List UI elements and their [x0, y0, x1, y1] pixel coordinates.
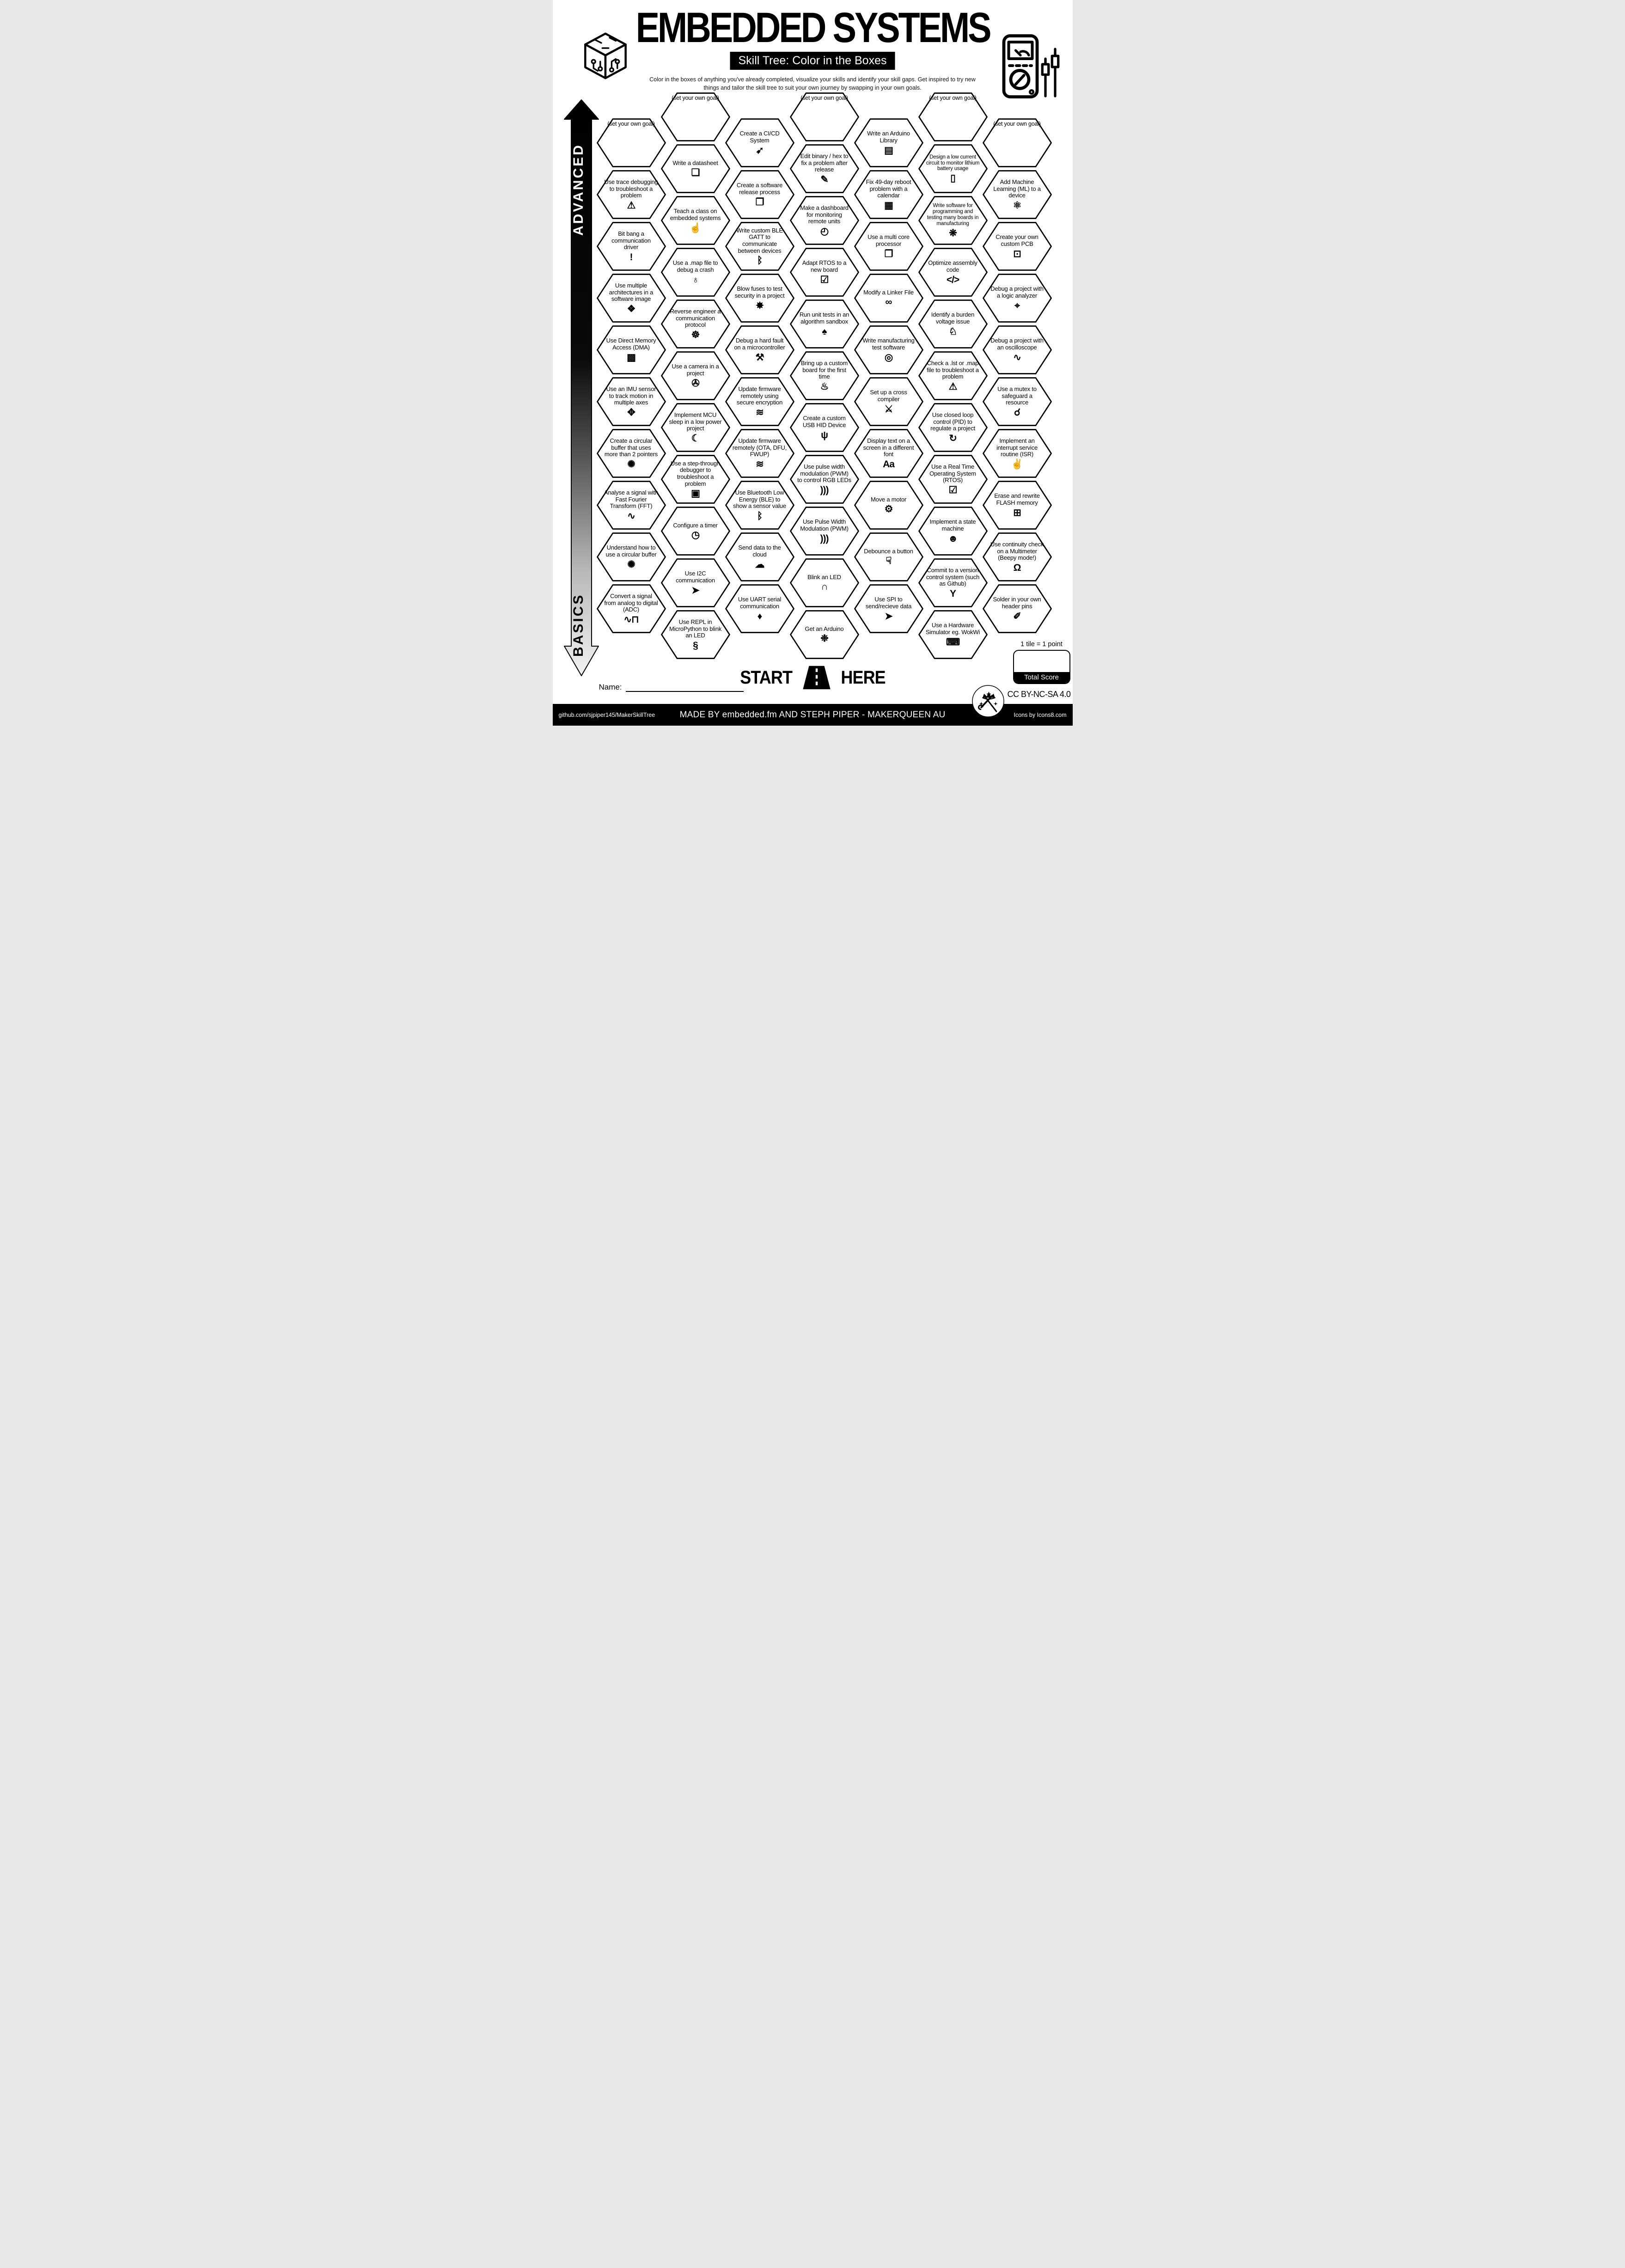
hex-label: Blink an LED: [807, 573, 841, 581]
hex-label: Check a .lst or .map file to troubleshoot a problem: [927, 360, 979, 380]
pencil-icon: ✎: [820, 174, 828, 185]
hex-label: Run unit tests in an algorithm sandbox: [799, 311, 849, 325]
hex-get-an-arduino[interactable]: [790, 610, 859, 659]
finger-press-icon: ☟: [886, 556, 892, 567]
makerqueen-badge: [971, 683, 1005, 719]
hex-create-a-circular-buffer-that-uses-more-than-2-p[interactable]: [597, 429, 666, 478]
hex-label: Teach a class on embedded systems: [670, 208, 721, 221]
water-drop-icon: ♦: [757, 611, 762, 622]
hex-use-continuity-check-on-a-multimeter-beepy-mode[interactable]: [983, 532, 1052, 581]
adc-wave-icon: ∿⊓: [623, 614, 639, 625]
hex-label: Fix 49-day reboot problem with a calendar: [866, 178, 911, 199]
cloud-icon: ☁: [755, 559, 764, 570]
i2c-arrow-icon: ➤: [691, 585, 699, 596]
monitor-alert-icon: ⚠: [948, 381, 957, 392]
hex-label: (set your own goal): [993, 121, 1041, 127]
hex-label: Use a Real Time Operating System (RTOS): [929, 463, 976, 484]
oscilloscope-icon: ∿: [1013, 352, 1021, 363]
road-icon: [801, 665, 832, 691]
pwm-wave-icon: ))): [820, 533, 829, 544]
hex-write-software-for-programming-and-testing-many-[interactable]: [918, 196, 988, 245]
footer-icons-credit[interactable]: Icons by Icons8.com: [1014, 711, 1067, 718]
octopus-icon: ❋: [949, 227, 957, 238]
subtitle-banner: Skill Tree: Color in the Boxes: [730, 52, 895, 70]
hex-label: Use a mutex to safeguard a resource: [997, 385, 1037, 406]
hex-label: Bring up a custom board for the first time: [800, 360, 848, 380]
hex-label: (set your own goal): [607, 121, 655, 127]
battery-icon: ▯: [950, 173, 955, 184]
hex-label: Blow fuses to test security in a project: [734, 285, 785, 299]
sleep-bed-icon: ☾: [691, 433, 700, 444]
multimeter-icon: Ω: [1013, 562, 1021, 573]
hex-debug-a-project-with-a-logic-analyzer[interactable]: [983, 274, 1052, 323]
logic-analyzer-icon: ⌖: [1014, 300, 1020, 311]
hex-label: Set up a cross compiler: [870, 389, 907, 403]
crossed-tools-icon: ⚔: [884, 403, 893, 415]
hex-use-pulse-width-modulation-pwm-to-control-rgb-le[interactable]: [790, 455, 859, 504]
hex-use-multiple-architectures-in-a-software-image[interactable]: [597, 274, 666, 323]
hex-label: Use trace debugging to troubleshoot a problem: [604, 178, 658, 199]
hex-label: (set your own goal): [800, 95, 848, 101]
handshake-icon: ☌: [1014, 407, 1020, 418]
hex-label: Debug a project with a logic analyzer: [990, 285, 1044, 299]
here-label: HERE: [841, 667, 886, 688]
hex-label: Create a CI/CD System: [739, 130, 780, 144]
hex-label: Create your own custom PCB: [996, 233, 1039, 247]
hex-label: Write a datasheet: [672, 159, 718, 166]
hex-debug-a-project-with-an-oscilloscope[interactable]: [983, 325, 1052, 374]
books-icon: ▤: [884, 145, 893, 156]
font-icon: Aa: [883, 458, 894, 470]
hex-configure-a-timer[interactable]: [661, 507, 730, 556]
globe-icon: ♁: [692, 274, 699, 285]
hex-label: Create a software release process: [736, 182, 783, 196]
hex-label: Optimize assembly code: [928, 259, 977, 273]
spi-arrow-icon: ➤: [885, 611, 892, 622]
hex-send-data-to-the-cloud[interactable]: [725, 532, 794, 581]
hex-label: Use Direct Memory Access (DMA): [606, 337, 656, 351]
hex-label: Reverse engineer a communication protocol: [670, 308, 721, 329]
ring-buffer-icon: ✺: [627, 559, 635, 570]
hex-debounce-a-button[interactable]: [854, 532, 923, 581]
hex-commit-to-a-version-control-system-such-as-githu[interactable]: [918, 558, 988, 607]
git-branch-icon: Y: [949, 588, 956, 599]
motor-icon: ⚙: [884, 504, 893, 515]
hex-design-a-low-current-circuit-to-monitor-lithium-[interactable]: [918, 144, 988, 193]
monitor-bug-icon: ▣: [691, 488, 700, 499]
hex-label: Make a dashboard for monitoring remote units: [800, 204, 849, 225]
hex-label: Configure a timer: [673, 521, 718, 529]
hex-label: Use continuity check on a Multimeter (Beepy mode!): [990, 541, 1044, 562]
waveform-magnifier-icon: ∿: [627, 510, 635, 521]
hex-label: Update firmware remotely using secure encryption: [736, 385, 783, 406]
hex-label: Use Bluetooth Low Energy (BLE) to show a sensor value: [733, 489, 786, 510]
hex-label: Use REPL in MicroPython to blink an LED: [669, 618, 722, 639]
poster: [553, 0, 1073, 726]
hex-write-an-arduino-library[interactable]: [854, 118, 923, 167]
hex-label: Update firmware remotely (OTA, DFU, FWUP): [732, 437, 787, 458]
hex-convert-a-signal-from-analog-to-digital-adc[interactable]: [597, 584, 666, 633]
hex-label: Display text on a screen in a different font: [863, 437, 914, 458]
hex-understand-how-to-use-a-circular-buffer[interactable]: [597, 532, 666, 581]
total-score-label: Total Score: [1014, 672, 1069, 683]
presenter-icon: ☝: [689, 222, 702, 233]
hex-label: Create a custom USB HID Device: [802, 415, 846, 428]
hex-set-your-own-goal[interactable]: [983, 118, 1052, 167]
hex-check-a-lst-or-map-file-to-troubleshoot-a-proble[interactable]: [918, 351, 988, 400]
code-icon: </>: [946, 274, 959, 285]
page-title: EMBEDDED SYSTEMS: [635, 4, 990, 51]
usb-icon: ψ: [821, 429, 828, 440]
hex-label: Adapt RTOS to a new board: [802, 259, 847, 273]
hex-implement-an-interrupt-service-routine-isr[interactable]: [983, 429, 1052, 478]
hex-label: Send data to the cloud: [738, 544, 781, 558]
wrench-screwdriver-icon: ⚒: [755, 352, 764, 363]
name-input-line[interactable]: [626, 683, 744, 692]
hex-label: Use a camera in a project: [672, 363, 719, 377]
hex-use-a-real-time-operating-system-rtos[interactable]: [918, 455, 988, 504]
hex-label: Get an Arduino: [805, 625, 844, 632]
hex-label: Move a motor: [870, 495, 907, 503]
hex-write-a-datasheet[interactable]: [661, 144, 730, 193]
hex-label: Use pulse width modulation (PWM) to control RGB LEDs: [797, 463, 851, 484]
hex-label: Use a Hardware Simulator eg. WokWi: [925, 622, 980, 636]
hex-label: Use a multi core processor: [867, 233, 910, 247]
hex-label: Commit to a version control system (such as Github): [926, 567, 980, 587]
birthday-cake-icon: ♨: [820, 381, 829, 392]
hex-use-a-multi-core-processor[interactable]: [854, 222, 923, 271]
hex-label: Identify a burden voltage issue: [931, 311, 975, 325]
name-label: Name:: [599, 683, 622, 691]
tile-point-note: 1 tile = 1 point: [1020, 641, 1063, 648]
hex-add-machine-learning-ml-to-a-device[interactable]: [983, 170, 1052, 219]
hex-use-uart-serial-communication[interactable]: [725, 584, 794, 633]
hex-label: Use Pulse Width Modulation (PWM): [800, 518, 849, 532]
hex-use-trace-debugging-to-troubleshoot-a-problem[interactable]: [597, 170, 666, 219]
hex-create-a-software-release-process[interactable]: [725, 170, 794, 219]
hex-label: Design a low current circuit to monitor lithium battery usage: [926, 154, 980, 172]
gauge-icon: ◴: [820, 226, 829, 237]
license-text: CC BY-NC-SA 4.0: [1007, 690, 1071, 699]
hex-label: Edit binary / hex to fix a problem after release: [800, 153, 849, 173]
ring-buffer-icon: ✺: [627, 458, 635, 470]
hex-label: Implement a state machine: [929, 518, 976, 532]
basics-label: BASICS: [570, 593, 586, 657]
hex-create-your-own-custom-pcb[interactable]: [983, 222, 1052, 271]
hex-use-a-camera-in-a-project[interactable]: [661, 351, 730, 400]
hex-label: Use SPI to send/recieve data: [865, 596, 912, 610]
release-box-icon: ❒: [755, 196, 764, 208]
hex-update-firmware-remotely-using-secure-encryption[interactable]: [725, 377, 794, 426]
pwm-wave-icon: ))): [820, 484, 829, 495]
hex-label: Add Machine Learning (ML) to a device: [993, 178, 1041, 199]
hex-set-your-own-goal[interactable]: [661, 92, 730, 141]
hex-implement-mcu-sleep-in-a-low-power-project[interactable]: [661, 403, 730, 452]
hex-make-a-dashboard-for-monitoring-remote-units[interactable]: [790, 196, 859, 245]
hex-label: Use multiple architectures in a software image: [609, 282, 654, 303]
hex-optimize-assembly-code[interactable]: [918, 248, 988, 297]
python-icon: §: [693, 640, 698, 651]
hex-label: Use UART serial communication: [738, 596, 782, 610]
hex-label: Use an IMU sensor to track motion in multiple axes: [606, 385, 656, 406]
hex-fix-49-day-reboot-problem-with-a-calendar[interactable]: [854, 170, 923, 219]
footer-credit: MADE BY embedded.fm AND STEPH PIPER - MAKERQUEEN AU: [679, 709, 946, 720]
flash-chip-icon: ⊞: [1013, 507, 1021, 518]
hex-use-an-imu-sensor-to-track-motion-in-multiple-ax[interactable]: [597, 377, 666, 426]
hex-use-a-mutex-to-safeguard-a-resource[interactable]: [983, 377, 1052, 426]
hex-update-firmware-remotely-ota-dfu-fwup[interactable]: [725, 429, 794, 478]
hex-use-bluetooth-low-energy-ble-to-show-a-sensor-va[interactable]: [725, 481, 794, 530]
hex-label: Implement an interrupt service routine (ISR): [996, 437, 1038, 458]
calendar-icon: ▦: [884, 200, 893, 211]
hex-label: Analyse a signal with Fast Fourier Transform (FFT): [604, 489, 659, 510]
hex-write-manufacturing-test-software[interactable]: [854, 325, 923, 374]
monitor-check-icon: ☑: [820, 274, 829, 285]
hex-use-repl-in-micropython-to-blink-an-led[interactable]: [661, 610, 730, 659]
hex-bit-bang-a-communication-driver[interactable]: [597, 222, 666, 271]
hand-stop-icon: ✌: [1011, 458, 1023, 470]
hex-label: Use I2C communication: [676, 570, 715, 584]
hex-debug-a-hard-fault-on-a-microcontroller[interactable]: [725, 325, 794, 374]
gear-loop-icon: ☸: [691, 329, 700, 340]
hex-analyse-a-signal-with-fast-fourier-transform-fft[interactable]: [597, 481, 666, 530]
hex-label: Convert a signal from analog to digital (ADC): [604, 593, 658, 613]
explosion-icon: ✸: [756, 300, 764, 311]
hex-erase-and-rewrite-flash-memory[interactable]: [983, 481, 1052, 530]
hex-use-a-hardware-simulator-eg-wokwi[interactable]: [918, 610, 988, 659]
hex-use-closed-loop-control-pid-to-regulate-a-projec[interactable]: [918, 403, 988, 452]
hex-label: Modify a Linker File: [863, 288, 914, 296]
hex-modify-a-linker-file[interactable]: [854, 274, 923, 323]
camera-icon: ✇: [691, 378, 699, 389]
led-icon: ∩: [821, 581, 828, 593]
rocket-icon: ➹: [756, 145, 764, 156]
hex-teach-a-class-on-embedded-systems[interactable]: [661, 196, 730, 245]
hex-label: Implement MCU sleep in a low power project: [669, 411, 722, 432]
hex-move-a-motor[interactable]: [854, 481, 923, 530]
hex-label: Use closed loop control (PID) to regulate a project: [930, 411, 975, 432]
hex-solder-in-your-own-header-pins[interactable]: [983, 584, 1052, 633]
datasheet-icon: ❏: [691, 167, 700, 178]
sandbox-shovel-icon: ♠: [822, 326, 827, 337]
hex-label: Use a .map file to debug a crash: [672, 259, 718, 273]
donkey-icon: ♘: [948, 326, 957, 337]
hex-blink-an-led[interactable]: [790, 558, 859, 607]
hex-label: Debug a hard fault on a microcontroller: [734, 337, 785, 351]
exclamation-icon: !: [629, 251, 633, 263]
hex-label: Write software for programming and testing many boards in manufacturing: [927, 203, 979, 226]
hex-label: Create a circular buffer that uses more than 2 pointers: [604, 437, 658, 458]
laptop-icon: ⌨: [946, 636, 960, 648]
cube-icon: ❐: [884, 248, 893, 259]
total-score-input-area[interactable]: [1014, 651, 1069, 672]
hex-create-a-ci-cd-system[interactable]: [725, 118, 794, 167]
hex-label: Solder in your own header pins: [993, 596, 1041, 610]
pcb-icon: ⊡: [1013, 248, 1021, 259]
stopwatch-icon: ◷: [691, 530, 700, 541]
hex-label: (set your own goal): [672, 95, 719, 101]
footer-repo-link[interactable]: github.com/sjpiper145/MakerSkillTree: [558, 711, 655, 718]
hex-label: Write an Arduino Library: [867, 130, 910, 144]
hex-label: Bit bang a communication driver: [611, 230, 651, 251]
hex-create-a-custom-usb-hid-device[interactable]: [790, 403, 859, 452]
wifi-icon: ≋: [756, 458, 764, 470]
hex-set-up-a-cross-compiler[interactable]: [854, 377, 923, 426]
party-popper-icon: ❉: [820, 633, 828, 644]
advanced-label: ADVANCED: [570, 143, 586, 236]
hex-set-your-own-goal[interactable]: [790, 92, 859, 141]
hex-use-a-step-through-debugger-to-troubleshoot-a-pr[interactable]: [661, 455, 730, 504]
hex-display-text-on-a-screen-in-a-different-font[interactable]: [854, 429, 923, 478]
hex-use-a-map-file-to-debug-a-crash[interactable]: [661, 248, 730, 297]
hex-edit-binary-hex-to-fix-a-problem-after-release[interactable]: [790, 144, 859, 193]
hex-use-direct-memory-access-dma[interactable]: [597, 325, 666, 374]
bluetooth-icon: ᛒ: [757, 255, 763, 266]
hex-use-pulse-width-modulation-pwm[interactable]: [790, 507, 859, 556]
cube-pins-icon: ❖: [627, 303, 635, 314]
skill-tree: [553, 0, 1073, 726]
hex-adapt-rtos-to-a-new-board[interactable]: [790, 248, 859, 297]
hex-label: Understand how to use a circular buffer: [605, 544, 657, 558]
hex-label: (set your own goal): [929, 95, 977, 101]
hex-implement-a-state-machine[interactable]: [918, 507, 988, 556]
robot-icon: ☻: [947, 533, 958, 544]
hex-use-spi-to-send-recieve-data[interactable]: [854, 584, 923, 633]
hex-label: Debounce a button: [864, 547, 913, 555]
hex-label: Erase and rewrite FLASH memory: [994, 492, 1040, 506]
bluetooth-icon: ᛒ: [757, 510, 763, 521]
description-text: Color in the boxes of anything you've already completed, visualize your skills and identify your skill gaps. Get inspired to try new things and tailor the skill tree to suit your own journey by swapping in your own goals.: [649, 76, 976, 92]
chain-link-icon: ∞: [885, 297, 892, 308]
pid-loop-icon: ↻: [949, 433, 957, 444]
hex-label: Write manufacturing test software: [862, 337, 915, 351]
hex-use-i2c-communication[interactable]: [661, 558, 730, 607]
axes-3d-icon: ✥: [627, 407, 635, 418]
hex-set-your-own-goal[interactable]: [597, 118, 666, 167]
start-label: START: [740, 667, 792, 688]
hex-identify-a-burden-voltage-issue[interactable]: [918, 300, 988, 348]
soldering-iron-icon: ✐: [1013, 611, 1021, 622]
hex-label: Debug a project with an oscilloscope: [990, 337, 1044, 351]
hex-run-unit-tests-in-an-algorithm-sandbox[interactable]: [790, 300, 859, 348]
monitor-alert-icon: ⚠: [627, 200, 635, 211]
wifi-lock-icon: ≋: [756, 407, 764, 418]
memory-cube-icon: ▩: [627, 352, 635, 363]
box-disc-icon: ◎: [884, 352, 893, 363]
hex-label: Use a step-through debugger to troubleshoot a problem: [671, 459, 720, 487]
monitor-check-icon: ☑: [948, 484, 957, 495]
total-score-box: [1013, 650, 1070, 684]
hex-label: Write custom BLE GATT to communicate between devices: [736, 226, 783, 254]
hex-blow-fuses-to-test-security-in-a-project[interactable]: [725, 274, 794, 323]
hex-reverse-engineer-a-communication-protocol[interactable]: [661, 300, 730, 348]
hex-bring-up-a-custom-board-for-the-first-time[interactable]: [790, 351, 859, 400]
ml-head-icon: ⚛: [1013, 200, 1021, 211]
hex-set-your-own-goal[interactable]: [918, 92, 988, 141]
hex-write-custom-ble-gatt-to-communicate-between-dev[interactable]: [725, 222, 794, 271]
